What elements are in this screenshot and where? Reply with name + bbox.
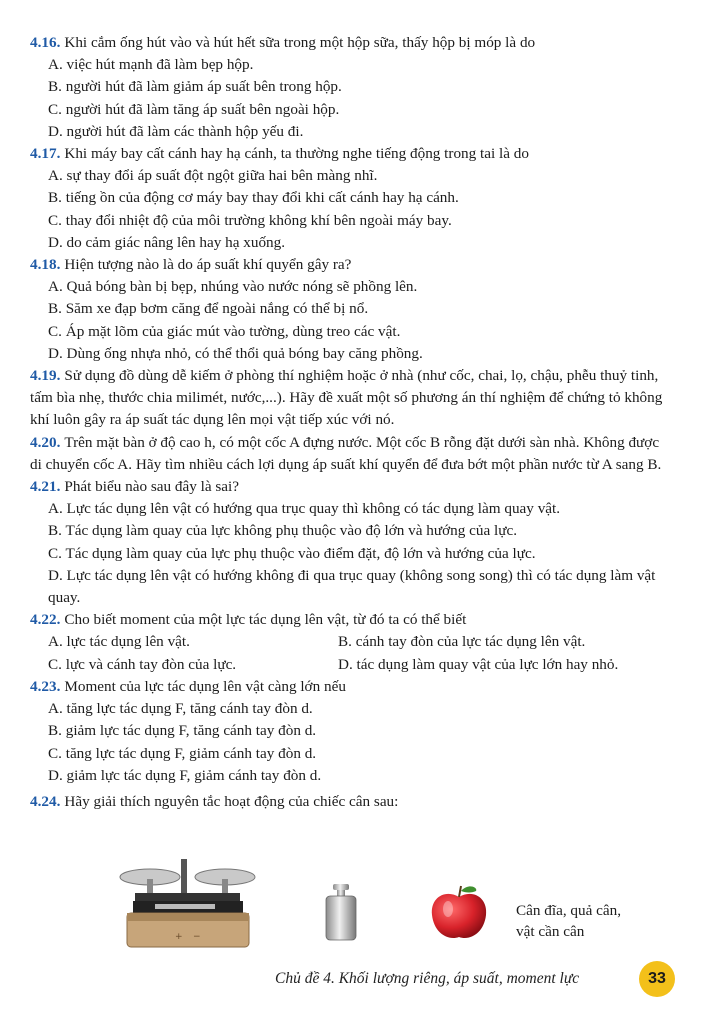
- question-number: 4.22.: [30, 611, 61, 629]
- question-4-23: [30, 676, 670, 698]
- answer-option: C. tăng lực tác dụng F, giảm cánh tay đòn d.: [48, 744, 317, 762]
- question-text: Hiện tượng nào là do áp suất khí quyển gây ra?: [64, 256, 352, 274]
- questions-block: [30, 32, 670, 813]
- question-number: 4.23.: [30, 677, 61, 695]
- answer-option: B. người hút đã làm giảm áp suất bên trong hộp.: [48, 78, 342, 96]
- question-4-20: [30, 432, 670, 476]
- question-text: Sử dụng đồ dùng dễ kiếm ở phòng thí nghiệm hoặc ở nhà (như cốc, chai, lọ, chậu, phễu thuỷ tinh, tấm bìa nhẹ, thước chia milimét, nước,...). Hãy đề xuất một số phương án thí nghiệm để chứng tỏ không khí luôn gây ra áp suất tác dụng lên mọi vật tiếp xúc với nó.: [30, 367, 663, 429]
- svg-text:−: −: [193, 932, 201, 942]
- answer-option-row: [48, 654, 670, 676]
- answer-option: C. người hút đã làm tăng áp suất bên ngoài hộp.: [48, 100, 340, 118]
- question-text: Khi cắm ống hút vào và hút hết sữa trong một hộp sữa, thấy hộp bị móp là do: [64, 34, 536, 51]
- question-4-18: [30, 254, 670, 276]
- figure-caption: [516, 900, 621, 942]
- question-number: 4.21.: [30, 478, 61, 496]
- question-4-24: [30, 791, 670, 813]
- answer-option: C. Áp mặt lõm của giác mút vào tường, dùng treo các vật.: [48, 322, 401, 340]
- answer-option: B. cánh tay đòn của lực tác dụng lên vật.: [338, 633, 586, 651]
- answer-option: D. Dùng ống nhựa nhỏ, có thể thổi quả bóng bay căng phồng.: [48, 344, 423, 362]
- chapter-footer: Chủ đề 4. Khối lượng riêng, áp suất, moment lực: [275, 970, 580, 987]
- question-text: Hãy giải thích nguyên tắc hoạt động của chiếc cân sau:: [64, 792, 399, 810]
- answer-option: A. việc hút mạnh đã làm bẹp hộp.: [48, 56, 254, 74]
- answer-option: D. Lực tác dụng lên vật có hướng không đi qua trục quay (không song song) thì có tác dụng làm vật quay.: [48, 566, 656, 607]
- question-number: 4.19.: [30, 367, 61, 385]
- weight-image: [322, 882, 360, 942]
- page-number-badge: 33: [639, 961, 675, 997]
- question-text: Phát biểu nào sau đây là sai?: [64, 478, 239, 496]
- answer-option: D. tác dụng làm quay vật của lực lớn hay nhỏ.: [338, 655, 619, 673]
- question-text: Trên mặt bàn ở độ cao h, có một cốc A đựng nước. Một cốc B rỗng đặt dưới sàn nhà. Không được di chuyển cốc A. Hãy tìm nhiều cách lợi dụng áp suất khí quyển để đưa bớt một phần nước từ A sang B.: [30, 433, 662, 473]
- question-number: 4.17.: [30, 145, 61, 163]
- figure-caption-line-2: vật cần cân: [516, 923, 585, 940]
- question-number: 4.16.: [30, 34, 61, 51]
- svg-text:+: +: [175, 932, 183, 942]
- answer-option: B. Tác dụng làm quay của lực không phụ thuộc vào độ lớn và hướng của lực.: [48, 522, 517, 540]
- question-4-16: [30, 32, 670, 54]
- apple-image: [428, 883, 490, 943]
- answer-option: A. tăng lực tác dụng F, tăng cánh tay đòn d.: [48, 700, 313, 718]
- question-number: 4.24.: [30, 792, 61, 810]
- answer-option: A. lực tác dụng lên vật.: [48, 633, 190, 651]
- question-text: Moment của lực tác dụng lên vật càng lớn nếu: [64, 677, 346, 695]
- answer-option: B. Săm xe đạp bơm căng để ngoài nắng có thể bị nổ.: [48, 300, 369, 318]
- answer-option: D. do cảm giác nâng lên hay hạ xuống.: [48, 233, 286, 251]
- question-text: Khi máy bay cất cánh hay hạ cánh, ta thường nghe tiếng động trong tai là do: [64, 145, 529, 163]
- answer-option: A. Quả bóng bàn bị bẹp, nhúng vào nước nóng sẽ phồng lên.: [48, 278, 418, 296]
- answer-option: C. thay đổi nhiệt độ của môi trường không khí bên ngoài máy bay.: [48, 211, 452, 229]
- answer-option-row: [48, 631, 670, 653]
- answer-option: A. sự thay đổi áp suất đột ngột giữa hai bên màng nhĩ.: [48, 167, 378, 185]
- question-text: Cho biết moment của một lực tác dụng lên vật, từ đó ta có thể biết: [64, 611, 467, 629]
- balance-scale-image: [115, 855, 260, 955]
- answer-option: B. giảm lực tác dụng F, tăng cánh tay đòn d.: [48, 722, 317, 740]
- question-4-22: [30, 609, 670, 631]
- answer-option: C. Tác dụng làm quay của lực phụ thuộc vào điểm đặt, độ lớn và hướng của lực.: [48, 544, 536, 562]
- answer-option: A. Lực tác dụng lên vật có hướng qua trục quay thì không có tác dụng làm quay vật.: [48, 500, 561, 518]
- question-4-19: [30, 365, 670, 432]
- question-4-17: [30, 143, 670, 165]
- answer-option: C. lực và cánh tay đòn của lực.: [48, 655, 237, 673]
- figure-caption-line-1: Cân đĩa, quả cân,: [516, 902, 622, 919]
- question-number: 4.18.: [30, 256, 61, 274]
- answer-option: D. người hút đã làm các thành hộp yếu đi.: [48, 122, 304, 140]
- answer-option: D. giảm lực tác dụng F, giảm cánh tay đòn d.: [48, 766, 322, 784]
- answer-option: B. tiếng ồn của động cơ máy bay thay đổi khi cất cánh hay hạ cánh.: [48, 189, 459, 207]
- question-4-21: [30, 476, 670, 498]
- question-number: 4.20.: [30, 433, 61, 451]
